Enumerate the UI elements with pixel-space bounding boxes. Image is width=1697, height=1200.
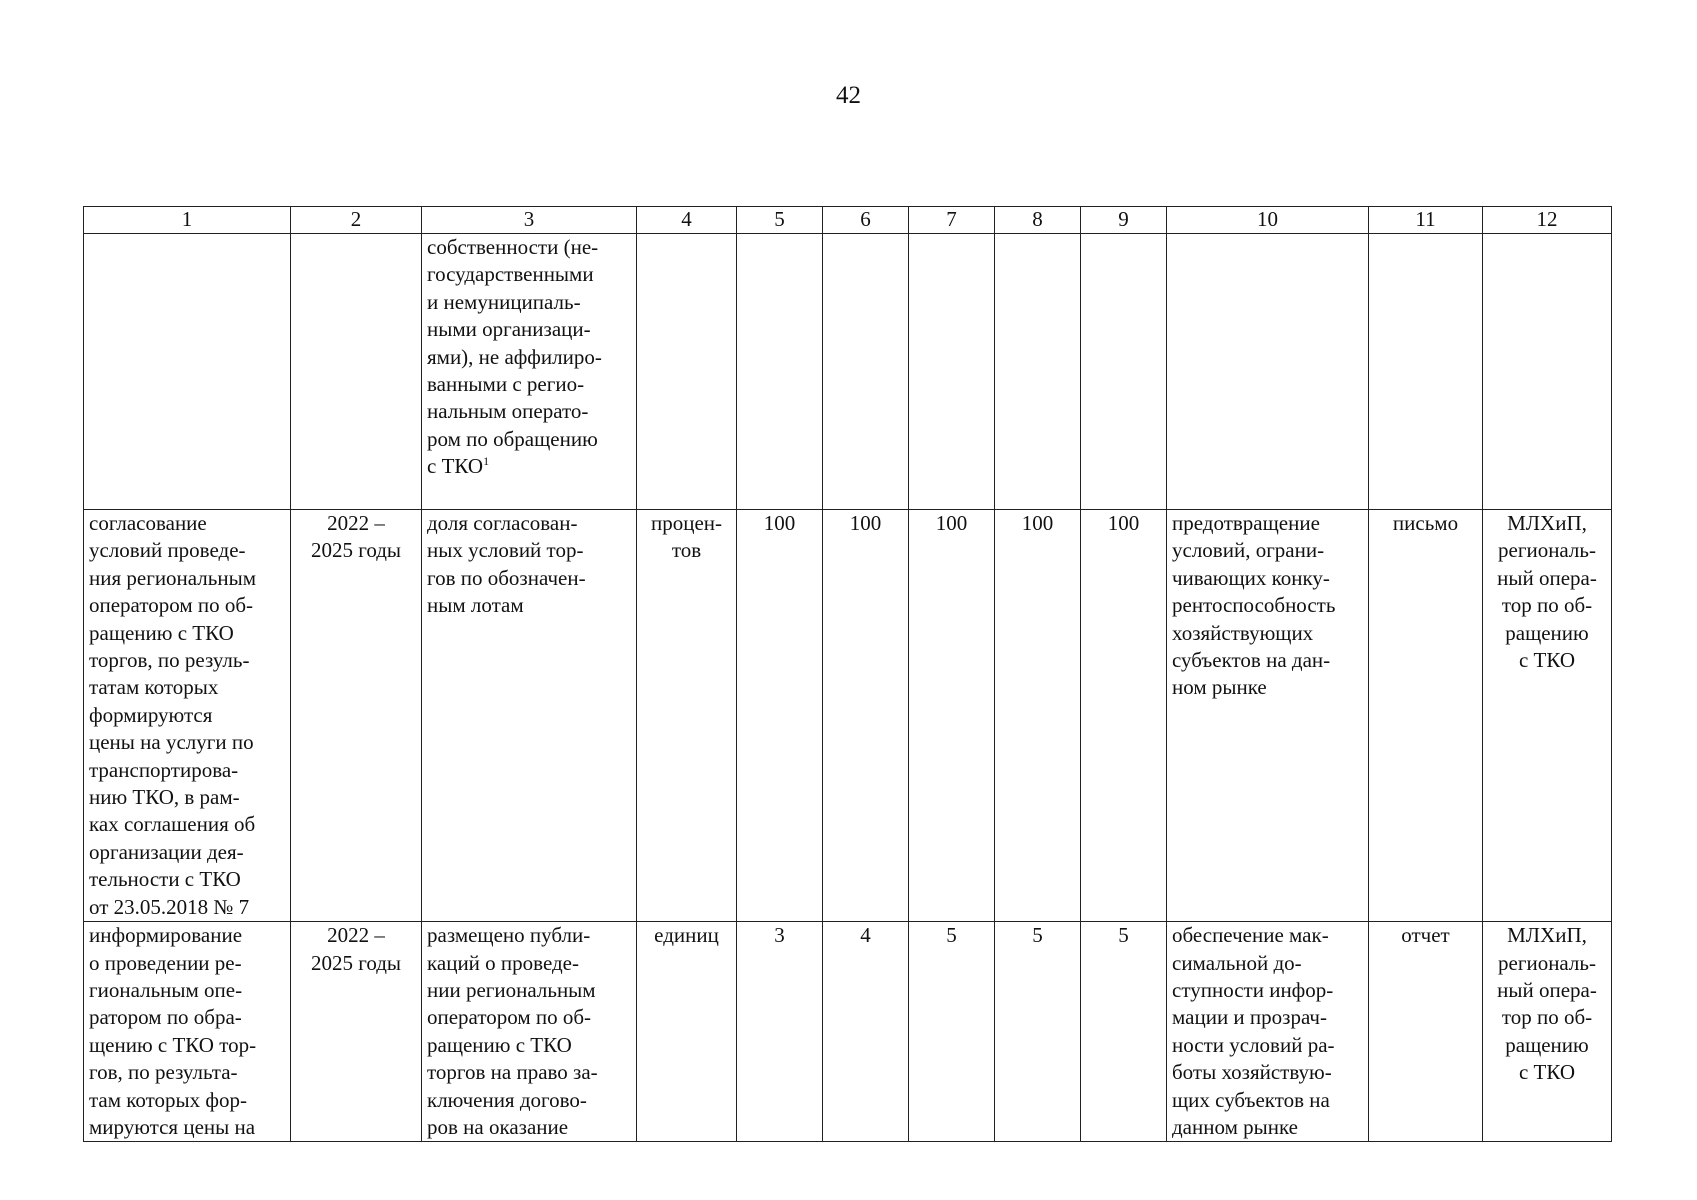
text-line: ращению с ТКО bbox=[427, 1032, 572, 1057]
text-line: ращению с ТКО bbox=[89, 620, 234, 645]
result-cell bbox=[1167, 922, 1369, 1142]
data-table bbox=[83, 206, 1612, 1142]
table-row bbox=[84, 922, 1612, 1142]
value-2025-cell bbox=[1081, 234, 1167, 510]
text-line: условий проведе- bbox=[89, 538, 246, 563]
text-line: обеспечение мак- bbox=[1172, 923, 1329, 948]
measure-cell bbox=[84, 922, 291, 1142]
text-line: единиц bbox=[654, 923, 719, 948]
document-cell bbox=[1369, 234, 1483, 510]
period-cell bbox=[291, 234, 422, 510]
text-line: региональ- bbox=[1498, 950, 1596, 975]
text-line: ными организаци- bbox=[427, 317, 591, 342]
text-line: предотвращение bbox=[1172, 511, 1320, 535]
text-line: ный опера- bbox=[1497, 977, 1597, 1002]
text-line: ния региональным bbox=[89, 565, 256, 590]
text-line: ступности инфор- bbox=[1172, 977, 1334, 1002]
text-line: организации дея- bbox=[89, 839, 244, 864]
text-line: нальным операто- bbox=[427, 399, 589, 424]
header-cell: 1 bbox=[84, 207, 291, 234]
responsible-cell bbox=[1483, 922, 1612, 1142]
text-line: согласование bbox=[89, 511, 207, 535]
value-2021-cell bbox=[737, 234, 823, 510]
text-line bbox=[427, 453, 631, 480]
text-line: данном рынке bbox=[1172, 1114, 1298, 1139]
table-row bbox=[84, 234, 1612, 510]
value-2025-cell: 100 bbox=[1081, 510, 1167, 922]
text-line: ратором по обра- bbox=[89, 1005, 242, 1030]
text-line: транспортирова- bbox=[89, 757, 239, 782]
responsible-cell bbox=[1483, 510, 1612, 922]
text-line: собственности (не- bbox=[427, 235, 599, 259]
table-header-row bbox=[84, 207, 1612, 234]
header-cell: 2 bbox=[291, 207, 422, 234]
text-line: ванными с регио- bbox=[427, 372, 585, 397]
unit-cell bbox=[637, 922, 737, 1142]
page-number: 42 bbox=[836, 82, 861, 109]
text-line: условий, ограни- bbox=[1172, 538, 1325, 563]
text-line: региональ- bbox=[1498, 538, 1596, 563]
text-line: с ТКО bbox=[1518, 648, 1576, 673]
text-line: тор по об- bbox=[1501, 1005, 1593, 1030]
text-line: мируются цены на bbox=[89, 1114, 256, 1139]
value-2022-cell: 4 bbox=[823, 922, 909, 1142]
document-cell: отчет bbox=[1369, 922, 1483, 1142]
text-line: гиональным опе- bbox=[89, 977, 243, 1002]
value-2021-cell: 3 bbox=[737, 922, 823, 1142]
text-line: нии региональным bbox=[427, 977, 596, 1002]
period-cell bbox=[291, 510, 422, 922]
text-line: гов, по результа- bbox=[89, 1060, 238, 1085]
result-cell bbox=[1167, 234, 1369, 510]
text-line: тельности с ТКО bbox=[89, 867, 241, 892]
responsible-cell bbox=[1483, 234, 1612, 510]
measure-cell bbox=[84, 234, 291, 510]
text-line: мации и прозрач- bbox=[1172, 1005, 1327, 1030]
text-line: МЛХиП, bbox=[1507, 923, 1587, 948]
text-line: ным лотам bbox=[427, 593, 524, 618]
text-line: ный опера- bbox=[1497, 565, 1597, 590]
text-line: гов по обозначен- bbox=[427, 565, 586, 590]
header-cell: 7 bbox=[909, 207, 995, 234]
text-line: ности условий ра- bbox=[1172, 1032, 1335, 1057]
text-line: ращению bbox=[1505, 620, 1589, 645]
result-cell bbox=[1167, 510, 1369, 922]
text-fragment: с ТКО bbox=[427, 454, 484, 479]
text-line: ями), не аффилиро- bbox=[427, 344, 602, 369]
text-line: щих субъектов на bbox=[1172, 1087, 1330, 1112]
text-line: хозяйствующих bbox=[1172, 620, 1314, 645]
document-cell: письмо bbox=[1369, 510, 1483, 922]
value-2023-cell: 100 bbox=[909, 510, 995, 922]
text-line: 2022 – bbox=[327, 511, 385, 535]
text-line: цены на услуги по bbox=[89, 730, 254, 755]
text-line: оператором по об- bbox=[89, 593, 254, 618]
text-line: 2025 годы bbox=[310, 538, 402, 563]
text-line: чивающих конку- bbox=[1172, 565, 1330, 590]
text-line: ключения догово- bbox=[427, 1087, 587, 1112]
unit-cell bbox=[637, 234, 737, 510]
text-line: тов bbox=[671, 538, 702, 563]
indicator-cell bbox=[422, 510, 637, 922]
text-line: симальной до- bbox=[1172, 950, 1302, 975]
value-2023-cell: 5 bbox=[909, 922, 995, 1142]
measure-cell bbox=[84, 510, 291, 922]
text-line: ных условий тор- bbox=[427, 538, 584, 563]
text-line: каций о проведе- bbox=[427, 950, 579, 975]
value-2024-cell: 100 bbox=[995, 510, 1081, 922]
table-row bbox=[84, 510, 1612, 922]
text-line: субъектов на дан- bbox=[1172, 648, 1331, 673]
header-cell: 6 bbox=[823, 207, 909, 234]
text-line: государственными bbox=[427, 262, 594, 287]
value-2022-cell: 100 bbox=[823, 510, 909, 922]
value-2024-cell: 5 bbox=[995, 922, 1081, 1142]
text-line: о проведении ре- bbox=[89, 950, 242, 975]
text-line: МЛХиП, bbox=[1507, 511, 1587, 535]
header-cell: 9 bbox=[1081, 207, 1167, 234]
value-2024-cell bbox=[995, 234, 1081, 510]
footnote-mark: 1 bbox=[483, 454, 490, 469]
text-line: процен- bbox=[650, 511, 723, 535]
header-cell: 3 bbox=[422, 207, 637, 234]
indicator-cell bbox=[422, 922, 637, 1142]
value-2022-cell bbox=[823, 234, 909, 510]
text-line: 2025 годы bbox=[310, 950, 402, 975]
text-line: торгов на право за- bbox=[427, 1060, 598, 1085]
text-line: доля согласован- bbox=[427, 511, 578, 535]
text-line: ращению bbox=[1505, 1032, 1589, 1057]
value-2021-cell: 100 bbox=[737, 510, 823, 922]
header-cell: 10 bbox=[1167, 207, 1369, 234]
value-2023-cell bbox=[909, 234, 995, 510]
text-line: ров на оказание bbox=[427, 1114, 569, 1139]
text-line: ном рынке bbox=[1172, 675, 1267, 700]
text-line: с ТКО bbox=[1518, 1060, 1576, 1085]
text-line: рентоспособность bbox=[1172, 593, 1336, 618]
text-line: торгов, по резуль- bbox=[89, 648, 250, 673]
text-line: оператором по об- bbox=[427, 1005, 592, 1030]
text-line: татам которых bbox=[89, 675, 219, 700]
text-line: 2022 – bbox=[327, 923, 385, 948]
text-line: ках соглашения об bbox=[89, 812, 256, 837]
text-line: там которых фор- bbox=[89, 1087, 248, 1112]
text-line: щению с ТКО тор- bbox=[89, 1032, 257, 1057]
text-line: информирование bbox=[89, 923, 243, 948]
text-line: ром по обращению bbox=[427, 426, 598, 451]
header-cell: 8 bbox=[995, 207, 1081, 234]
period-cell bbox=[291, 922, 422, 1142]
header-cell: 4 bbox=[637, 207, 737, 234]
text-line: тор по об- bbox=[1501, 593, 1593, 618]
text-line: и немуниципаль- bbox=[427, 289, 581, 314]
text-line: размещено публи- bbox=[427, 923, 591, 948]
text-line: от 23.05.2018 № 7 bbox=[89, 894, 250, 919]
header-cell: 12 bbox=[1483, 207, 1612, 234]
header-cell: 11 bbox=[1369, 207, 1483, 234]
unit-cell bbox=[637, 510, 737, 922]
text-line: формируются bbox=[89, 702, 213, 727]
text-line: боты хозяйствую- bbox=[1172, 1060, 1332, 1085]
header-cell: 5 bbox=[737, 207, 823, 234]
indicator-cell bbox=[422, 234, 637, 510]
text-line: нию ТКО, в рам- bbox=[89, 785, 240, 810]
value-2025-cell: 5 bbox=[1081, 922, 1167, 1142]
